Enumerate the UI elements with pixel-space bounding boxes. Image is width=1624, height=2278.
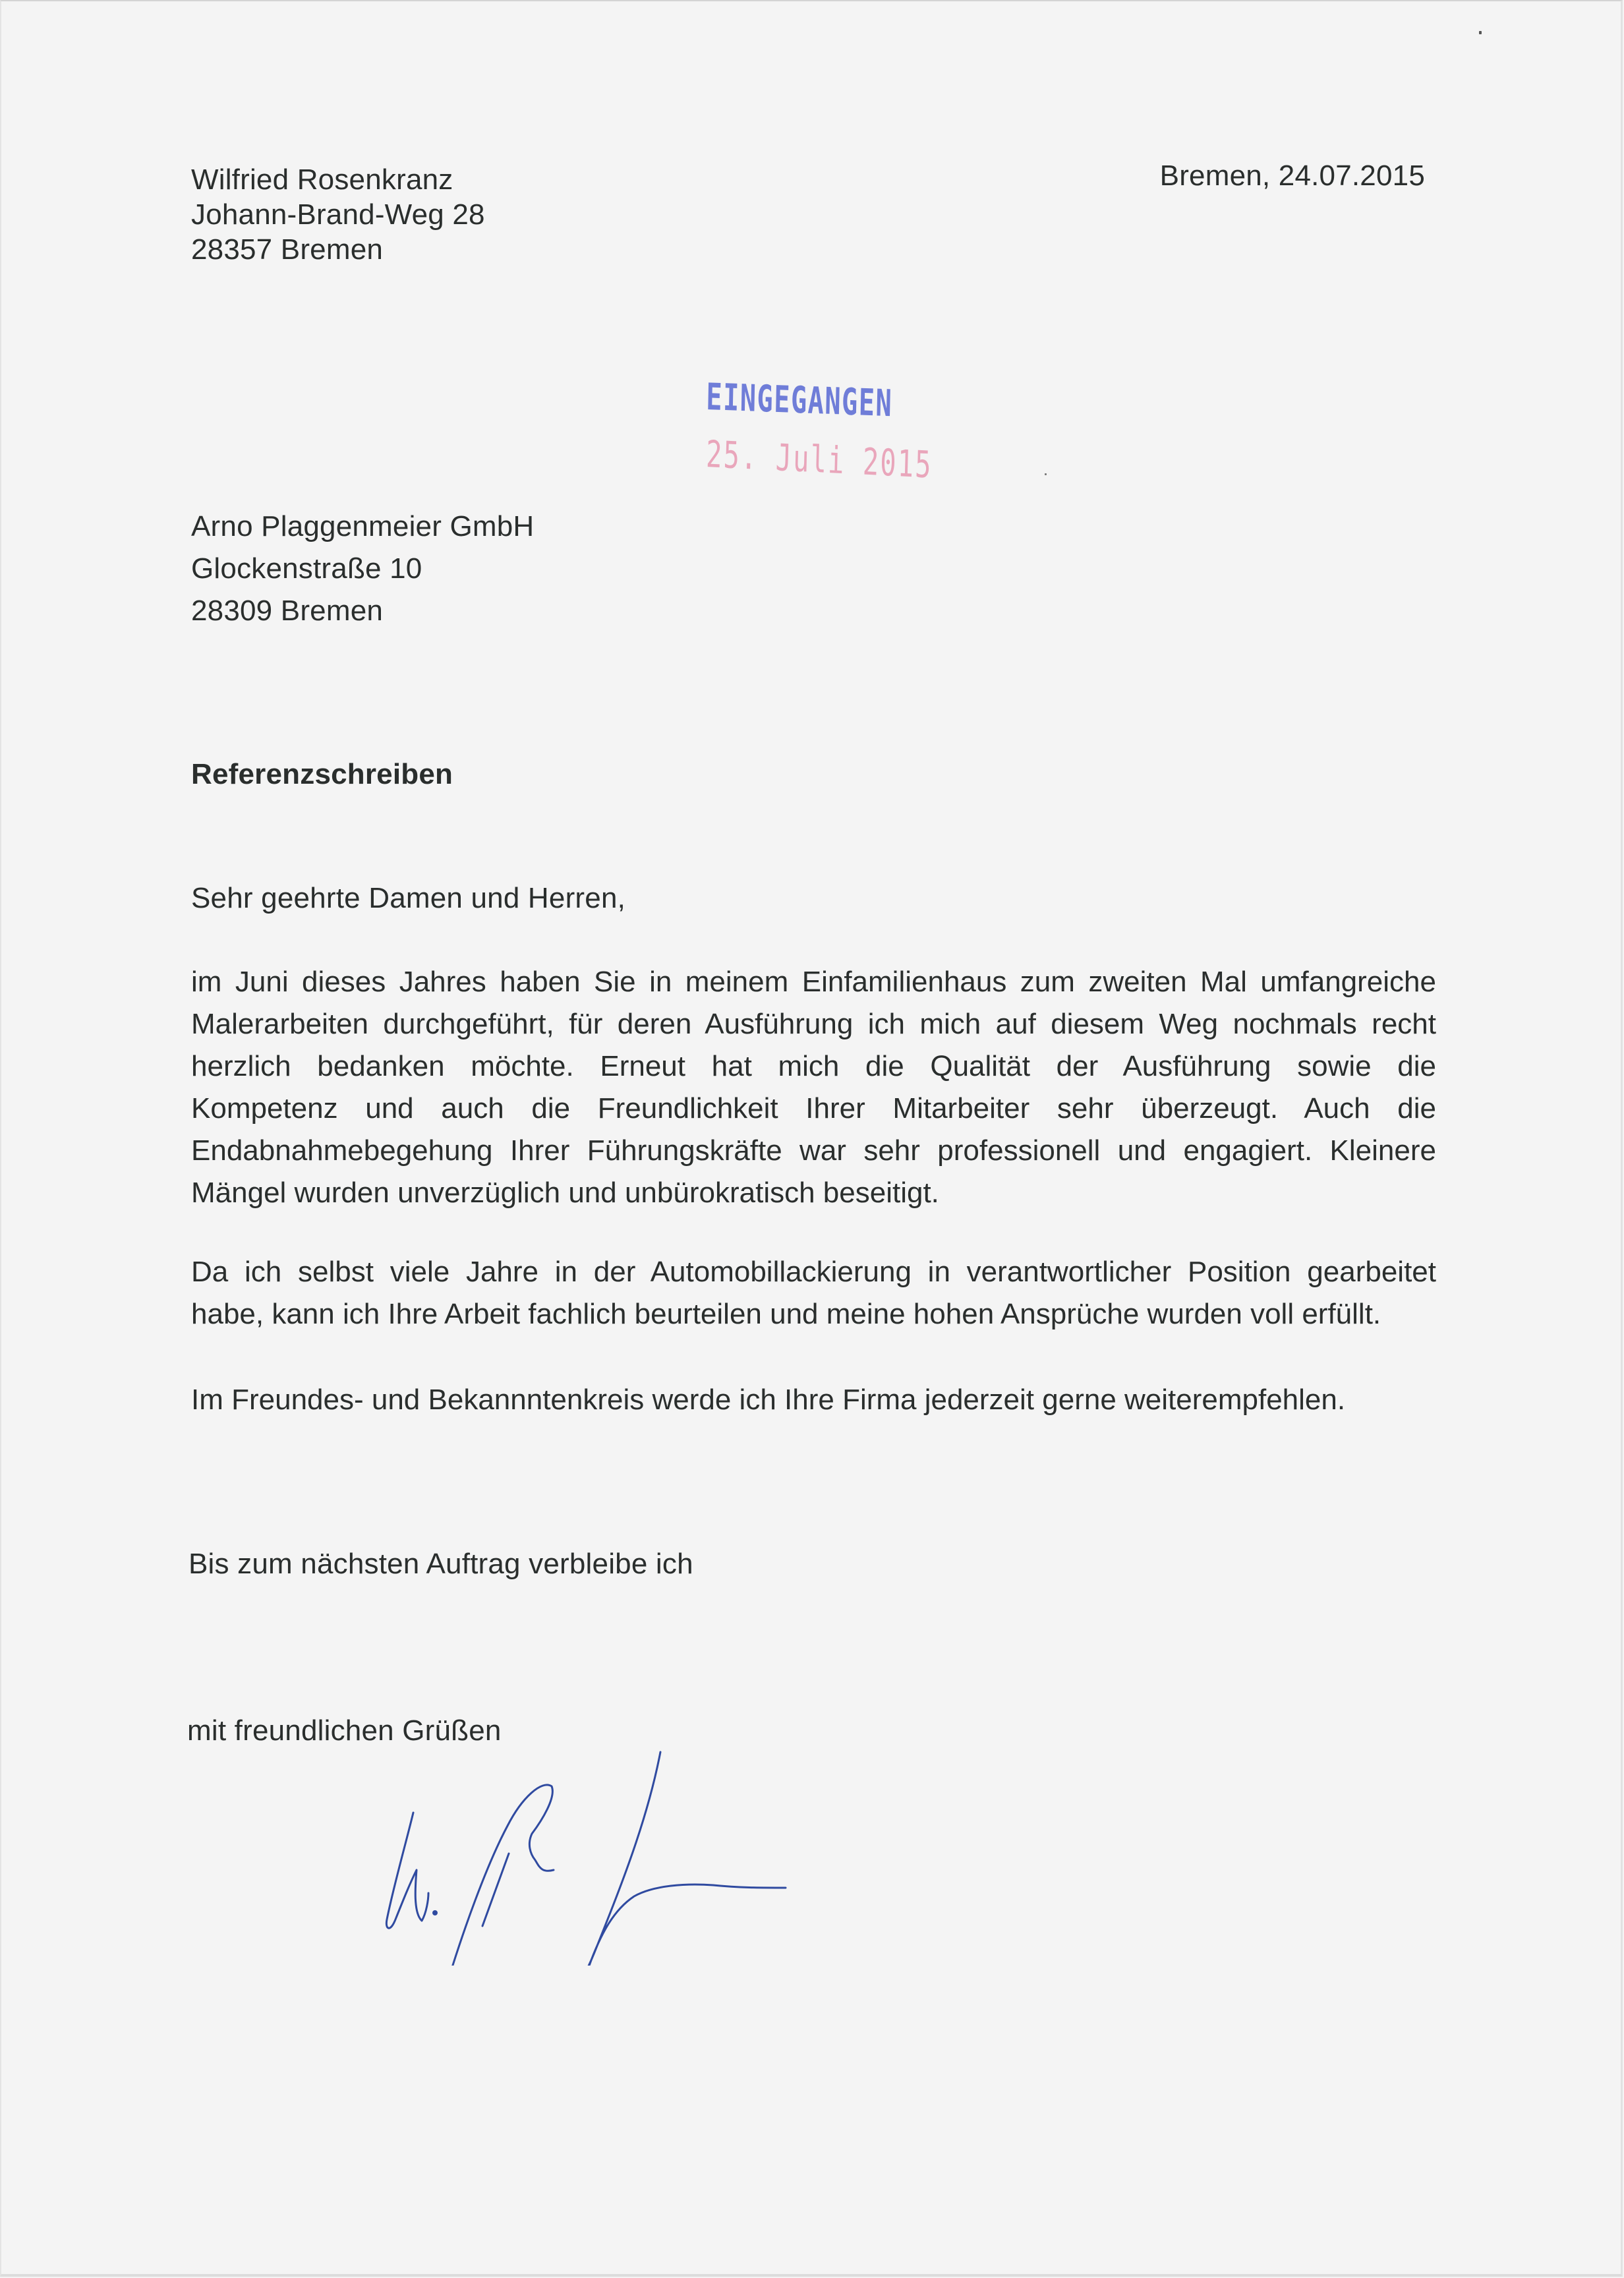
received-stamp-date: 25. Juli 2015 (705, 433, 933, 487)
paragraph-line: Mängel wurden unverzüglich und unbürokratisch beseitigt. (191, 1177, 939, 1209)
sender-city: 28357 Bremen (191, 233, 384, 266)
paragraph-line: im Juni dieses Jahres haben Sie in meinem Einfamilienhaus zum zweiten Mal umfangreiche (191, 966, 1436, 998)
paragraph-line: Da ich selbst viele Jahre in der Automobillackierung in verantwortlicher Position gearbeitet (191, 1256, 1436, 1288)
body-paragraph-3 (191, 1379, 1436, 1421)
recipient-company: Arno Plaggenmeier GmbH (191, 510, 535, 542)
closing-line: Bis zum nächsten Auftrag verbleibe ich (188, 1548, 693, 1580)
body-paragraph-1 (191, 961, 1436, 1214)
paragraph-line: herzlich bedanken möchte. Erneut hat mich die Qualität der Ausführung sowie die (191, 1050, 1436, 1082)
paragraph-line: Kompetenz und auch die Freundlichkeit Ihrer Mitarbeiter sehr überzeugt. Auch die (191, 1092, 1436, 1124)
subject-line: Referenzschreiben (191, 758, 453, 790)
paragraph-line: Im Freundes- und Bekannntenkreis werde ich Ihre Firma jederzeit gerne weiterempfehlen. (191, 1384, 1346, 1416)
sender-street: Johann-Brand-Weg 28 (191, 198, 485, 231)
place-date: Bremen, 24.07.2015 (1159, 160, 1425, 192)
scan-speck (1479, 31, 1482, 34)
received-stamp: EINGEGANGEN (705, 376, 893, 426)
body-paragraph-2 (191, 1251, 1436, 1335)
paragraph-line: Endabnahmebegehung Ihrer Führungskräfte war sehr professionell und engagiert. Kleinere (191, 1134, 1436, 1167)
recipient-street: Glockenstraße 10 (191, 552, 422, 585)
complimentary-close: mit freundlichen Grüßen (187, 1714, 502, 1747)
paragraph-line: Malerarbeiten durchgeführt, für deren Ausführung ich mich auf diesem Weg nochmals recht (191, 1008, 1436, 1040)
sender-address (191, 162, 485, 267)
recipient-city: 28309 Bremen (191, 595, 384, 627)
salutation: Sehr geehrte Damen und Herren, (191, 882, 626, 914)
handwritten-signature-icon (344, 1715, 819, 1966)
sender-name: Wilfried Rosenkranz (191, 163, 453, 196)
recipient-address (191, 506, 534, 632)
paragraph-line: habe, kann ich Ihre Arbeit fachlich beurteilen und meine hohen Ansprüche wurden voll erfüllt. (191, 1298, 1381, 1330)
scan-speck (1045, 473, 1047, 475)
